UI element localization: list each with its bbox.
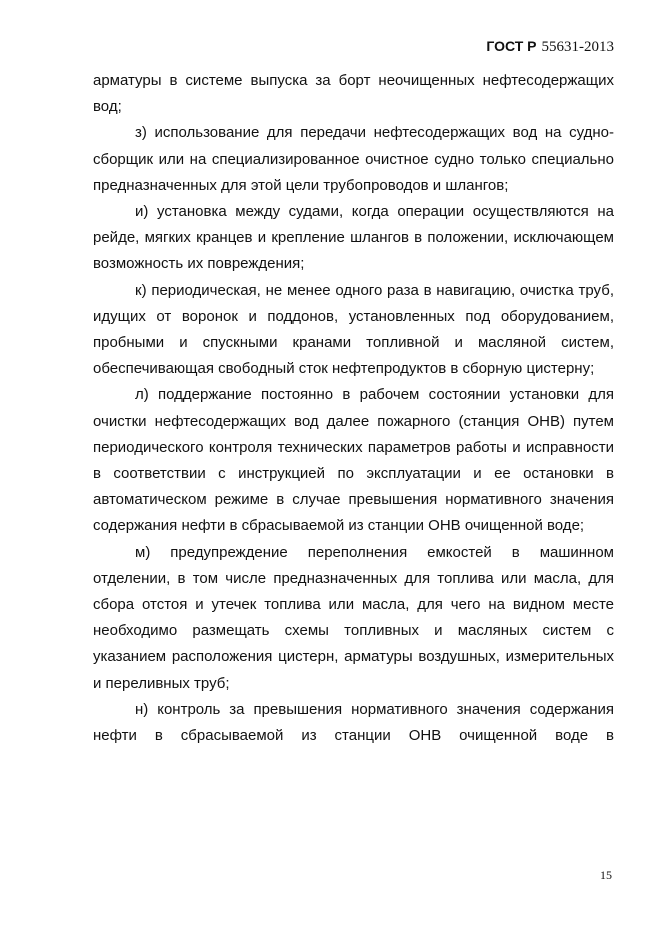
page-number: 15 [600, 868, 612, 882]
standard-label: ГОСТ Р [486, 38, 537, 54]
paragraph-item-z: з) использование для передачи нефтесодержащих вод на судно-сборщик или на специализированное очистное судно только специально предназначенных для этой цели трубопроводов и шлангов; [93, 124, 614, 194]
document-header [486, 38, 614, 56]
paragraph-item-m: м) предупреждение переполнения емкостей в машинном отделении, в том числе предназначенных для топлива или масла, для сбора отстоя и утечек топлива или масла, для чего на видном месте необходимо размещать схемы топливных и масляных систем с указанием расположения цистерн, арматуры воздушных, измерительных и переливных труб; [93, 543, 614, 692]
paragraph-continuation: арматуры в системе выпуска за борт неочищенных нефтесодержащих вод; [93, 72, 614, 116]
document-body [93, 68, 614, 749]
paragraph-item-n: н) контроль за превышения нормативного значения содержания нефти в сбрасываемой из станции ОНВ очищенной воде в [93, 700, 614, 745]
standard-number: 55631-2013 [541, 39, 614, 55]
paragraph-item-l: л) поддержание постоянно в рабочем состоянии установки для очистки нефтесодержащих вод далее пожарного (станция ОНВ) путем периодического контроля технических параметров работы и исправности в соответствии с инструкцией по эксплуатации и ее остановки в автоматическом режиме в случае превышения нормативного значения содержания нефти в сбрасываемой из станции ОНВ очищенной воде; [93, 386, 614, 535]
paragraph-item-k: к) периодическая, не менее одного раза в навигацию, очистка труб, идущих от воронок и поддонов, установленных под оборудованием, пробными и спускными кранами топливной и масляной систем, обеспечивающая свободный сток нефтепродуктов в сборную цистерну; [93, 281, 614, 378]
paragraph-item-i: и) установка между судами, когда операции осуществляются на рейде, мягких кранцев и крепление шлангов в положении, исключающем возможность их повреждения; [93, 203, 614, 273]
